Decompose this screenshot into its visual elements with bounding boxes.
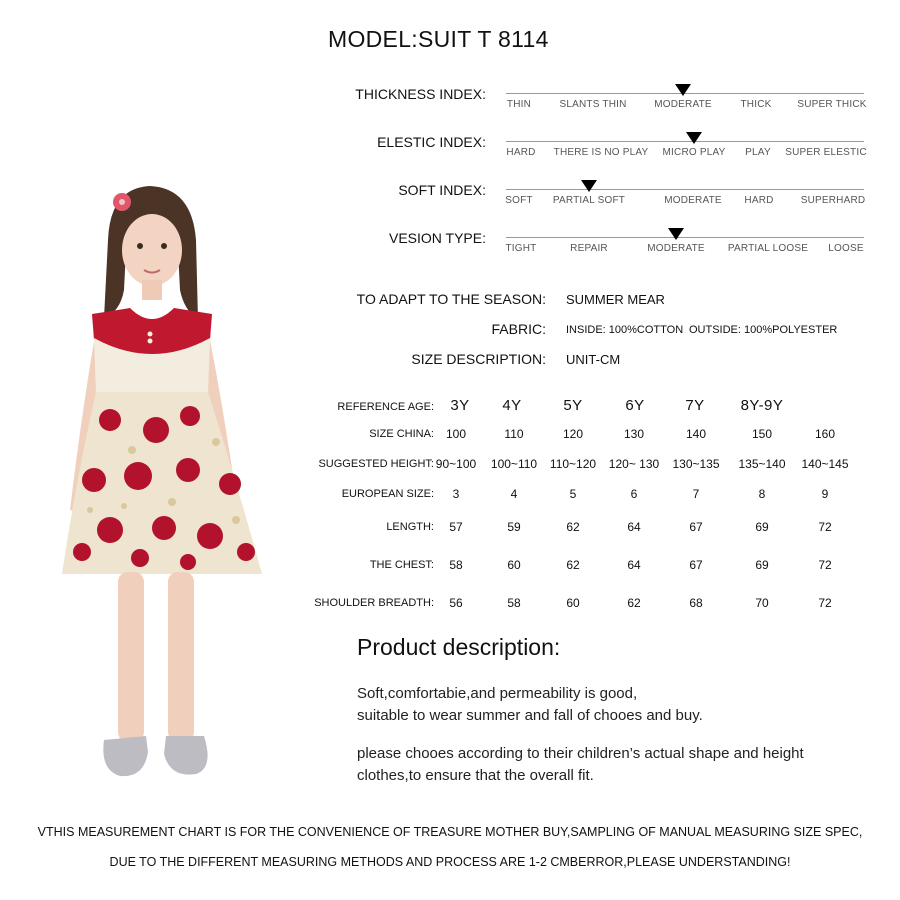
- index-marker-icon: [686, 132, 702, 144]
- description-title: Product description:: [357, 634, 561, 660]
- size-cell: 150: [751, 427, 773, 441]
- description-line: Soft,comfortabie,and permeability is good,: [357, 685, 638, 702]
- right-shoe: [164, 736, 208, 775]
- size-cell: 59: [507, 520, 521, 534]
- size-cell: 6: [630, 487, 638, 501]
- index-option: PARTIAL SOFT: [552, 195, 626, 206]
- size-cell: 64: [627, 520, 641, 534]
- product-photo: [60, 180, 270, 790]
- size-cell: 130: [623, 427, 645, 441]
- measurement-notice: VTHIS MEASUREMENT CHART IS FOR THE CONVENIENCE OF TREASURE MOTHER BUY,SAMPLING OF MANUAL MEASURING SIZE SPEC,: [37, 825, 863, 839]
- size-cell: 135~140: [738, 457, 786, 471]
- size-cell: 57: [449, 520, 463, 534]
- size-cell: 8Y-9Y: [740, 397, 784, 414]
- size-cell: 140~145: [801, 457, 849, 471]
- fabric-outside: OUTSIDE: 100%POLYESTER: [689, 324, 838, 336]
- description-line: please chooes according to their children’s actual shape and height: [357, 745, 804, 762]
- index-option: PARTIAL LOOSE: [727, 243, 809, 254]
- size-cell: 60: [566, 596, 580, 610]
- index-option: SUPER ELESTIC: [785, 147, 867, 158]
- size-cell: 5Y: [563, 397, 583, 414]
- index-option: HARD: [506, 147, 536, 158]
- size-row-label: SHOULDER BREADTH:: [314, 597, 434, 609]
- size-cell: 62: [566, 520, 580, 534]
- size-cell: 110: [504, 427, 524, 441]
- size-cell: 72: [818, 520, 832, 534]
- size-cell: 69: [755, 520, 769, 534]
- index-option: MICRO PLAY: [662, 147, 726, 158]
- index-option: MODERATE: [647, 243, 705, 254]
- size-cell: 70: [755, 596, 769, 610]
- index-option: LOOSE: [828, 243, 864, 254]
- index-marker-icon: [668, 228, 684, 240]
- size-cell: 62: [627, 596, 641, 610]
- size-cell: 7Y: [685, 397, 705, 414]
- fabric-label: FABRIC:: [491, 321, 546, 337]
- index-label: ELESTIC INDEX:: [377, 134, 486, 150]
- size-cell: 100~110: [490, 457, 538, 471]
- size-cell: 67: [689, 558, 703, 572]
- size-cell: 8: [758, 487, 766, 501]
- size-cell: 62: [566, 558, 580, 572]
- index-scale-line: [506, 141, 864, 142]
- size-cell: 120~ 130: [608, 457, 660, 471]
- index-option: SUPERHARD: [800, 195, 866, 206]
- size-cell: 9: [821, 487, 829, 501]
- index-marker-icon: [675, 84, 691, 96]
- size-cell: 3Y: [450, 397, 470, 414]
- index-option: TIGHT: [505, 243, 537, 254]
- size-row-label: SUGGESTED HEIGHT:: [318, 458, 434, 470]
- face: [122, 214, 182, 286]
- size-cell: 160: [814, 427, 836, 441]
- size-cell: 100: [445, 427, 467, 441]
- size-cell: 120: [562, 427, 584, 441]
- size-cell: 140: [685, 427, 707, 441]
- index-scale-line: [506, 189, 864, 190]
- size-row-label: EUROPEAN SIZE:: [341, 488, 434, 500]
- size-cell: 4: [510, 487, 518, 501]
- index-label: VESION TYPE:: [389, 230, 486, 246]
- measurement-notice: DUE TO THE DIFFERENT MEASURING METHODS AND PROCESS ARE 1-2 CMBERROR,PLEASE UNDERSTANDING!: [109, 855, 791, 869]
- size-cell: 6Y: [625, 397, 645, 414]
- size-row-label: SIZE CHINA:: [369, 428, 434, 440]
- size-cell: 3: [452, 487, 460, 501]
- size-cell: 60: [507, 558, 521, 572]
- index-option: SOFT: [505, 195, 533, 206]
- size-row-label: REFERENCE AGE:: [337, 401, 434, 413]
- size-cell: 110~120: [549, 457, 597, 471]
- index-option: SUPER THICK: [797, 99, 867, 110]
- index-option: SLANTS THIN: [559, 99, 627, 110]
- size-cell: 130~135: [672, 457, 720, 471]
- size-cell: 5: [569, 487, 577, 501]
- size-cell: 67: [689, 520, 703, 534]
- size-desc-value: UNIT-CM: [566, 352, 621, 367]
- index-option: REPAIR: [570, 243, 608, 254]
- description-line: clothes,to ensure that the overall fit.: [357, 767, 594, 784]
- season-label: TO ADAPT TO THE SEASON:: [356, 291, 546, 307]
- size-cell: 58: [507, 596, 521, 610]
- index-label: THICKNESS INDEX:: [355, 86, 486, 102]
- fabric-inside: INSIDE: 100%COTTON: [566, 324, 684, 336]
- size-cell: 68: [689, 596, 703, 610]
- size-cell: 72: [818, 596, 832, 610]
- model-title: MODEL:SUIT T 8114: [328, 26, 549, 52]
- index-scale-line: [506, 237, 864, 238]
- size-cell: 7: [692, 487, 700, 501]
- index-option: THERE IS NO PLAY: [553, 147, 649, 158]
- size-row-label: LENGTH:: [386, 521, 434, 533]
- size-desc-label: SIZE DESCRIPTION:: [411, 351, 546, 367]
- index-option: THICK: [740, 99, 772, 110]
- size-cell: 90~100: [435, 457, 477, 471]
- right-leg: [168, 572, 194, 742]
- index-option: MODERATE: [664, 195, 722, 206]
- index-label: SOFT INDEX:: [398, 182, 486, 198]
- index-marker-icon: [581, 180, 597, 192]
- index-option: MODERATE: [654, 99, 712, 110]
- left-leg: [118, 572, 144, 742]
- size-row-label: THE CHEST:: [369, 559, 434, 571]
- index-option: PLAY: [745, 147, 771, 158]
- size-cell: 4Y: [502, 397, 522, 414]
- size-cell: 69: [755, 558, 769, 572]
- size-cell: 72: [818, 558, 832, 572]
- size-cell: 64: [627, 558, 641, 572]
- index-option: HARD: [744, 195, 774, 206]
- size-cell: 56: [449, 596, 463, 610]
- season-value: SUMMER MEAR: [566, 292, 665, 307]
- description-line: suitable to wear summer and fall of chooes and buy.: [357, 707, 703, 724]
- size-cell: 58: [449, 558, 463, 572]
- left-shoe: [103, 736, 148, 776]
- index-option: THIN: [506, 99, 532, 110]
